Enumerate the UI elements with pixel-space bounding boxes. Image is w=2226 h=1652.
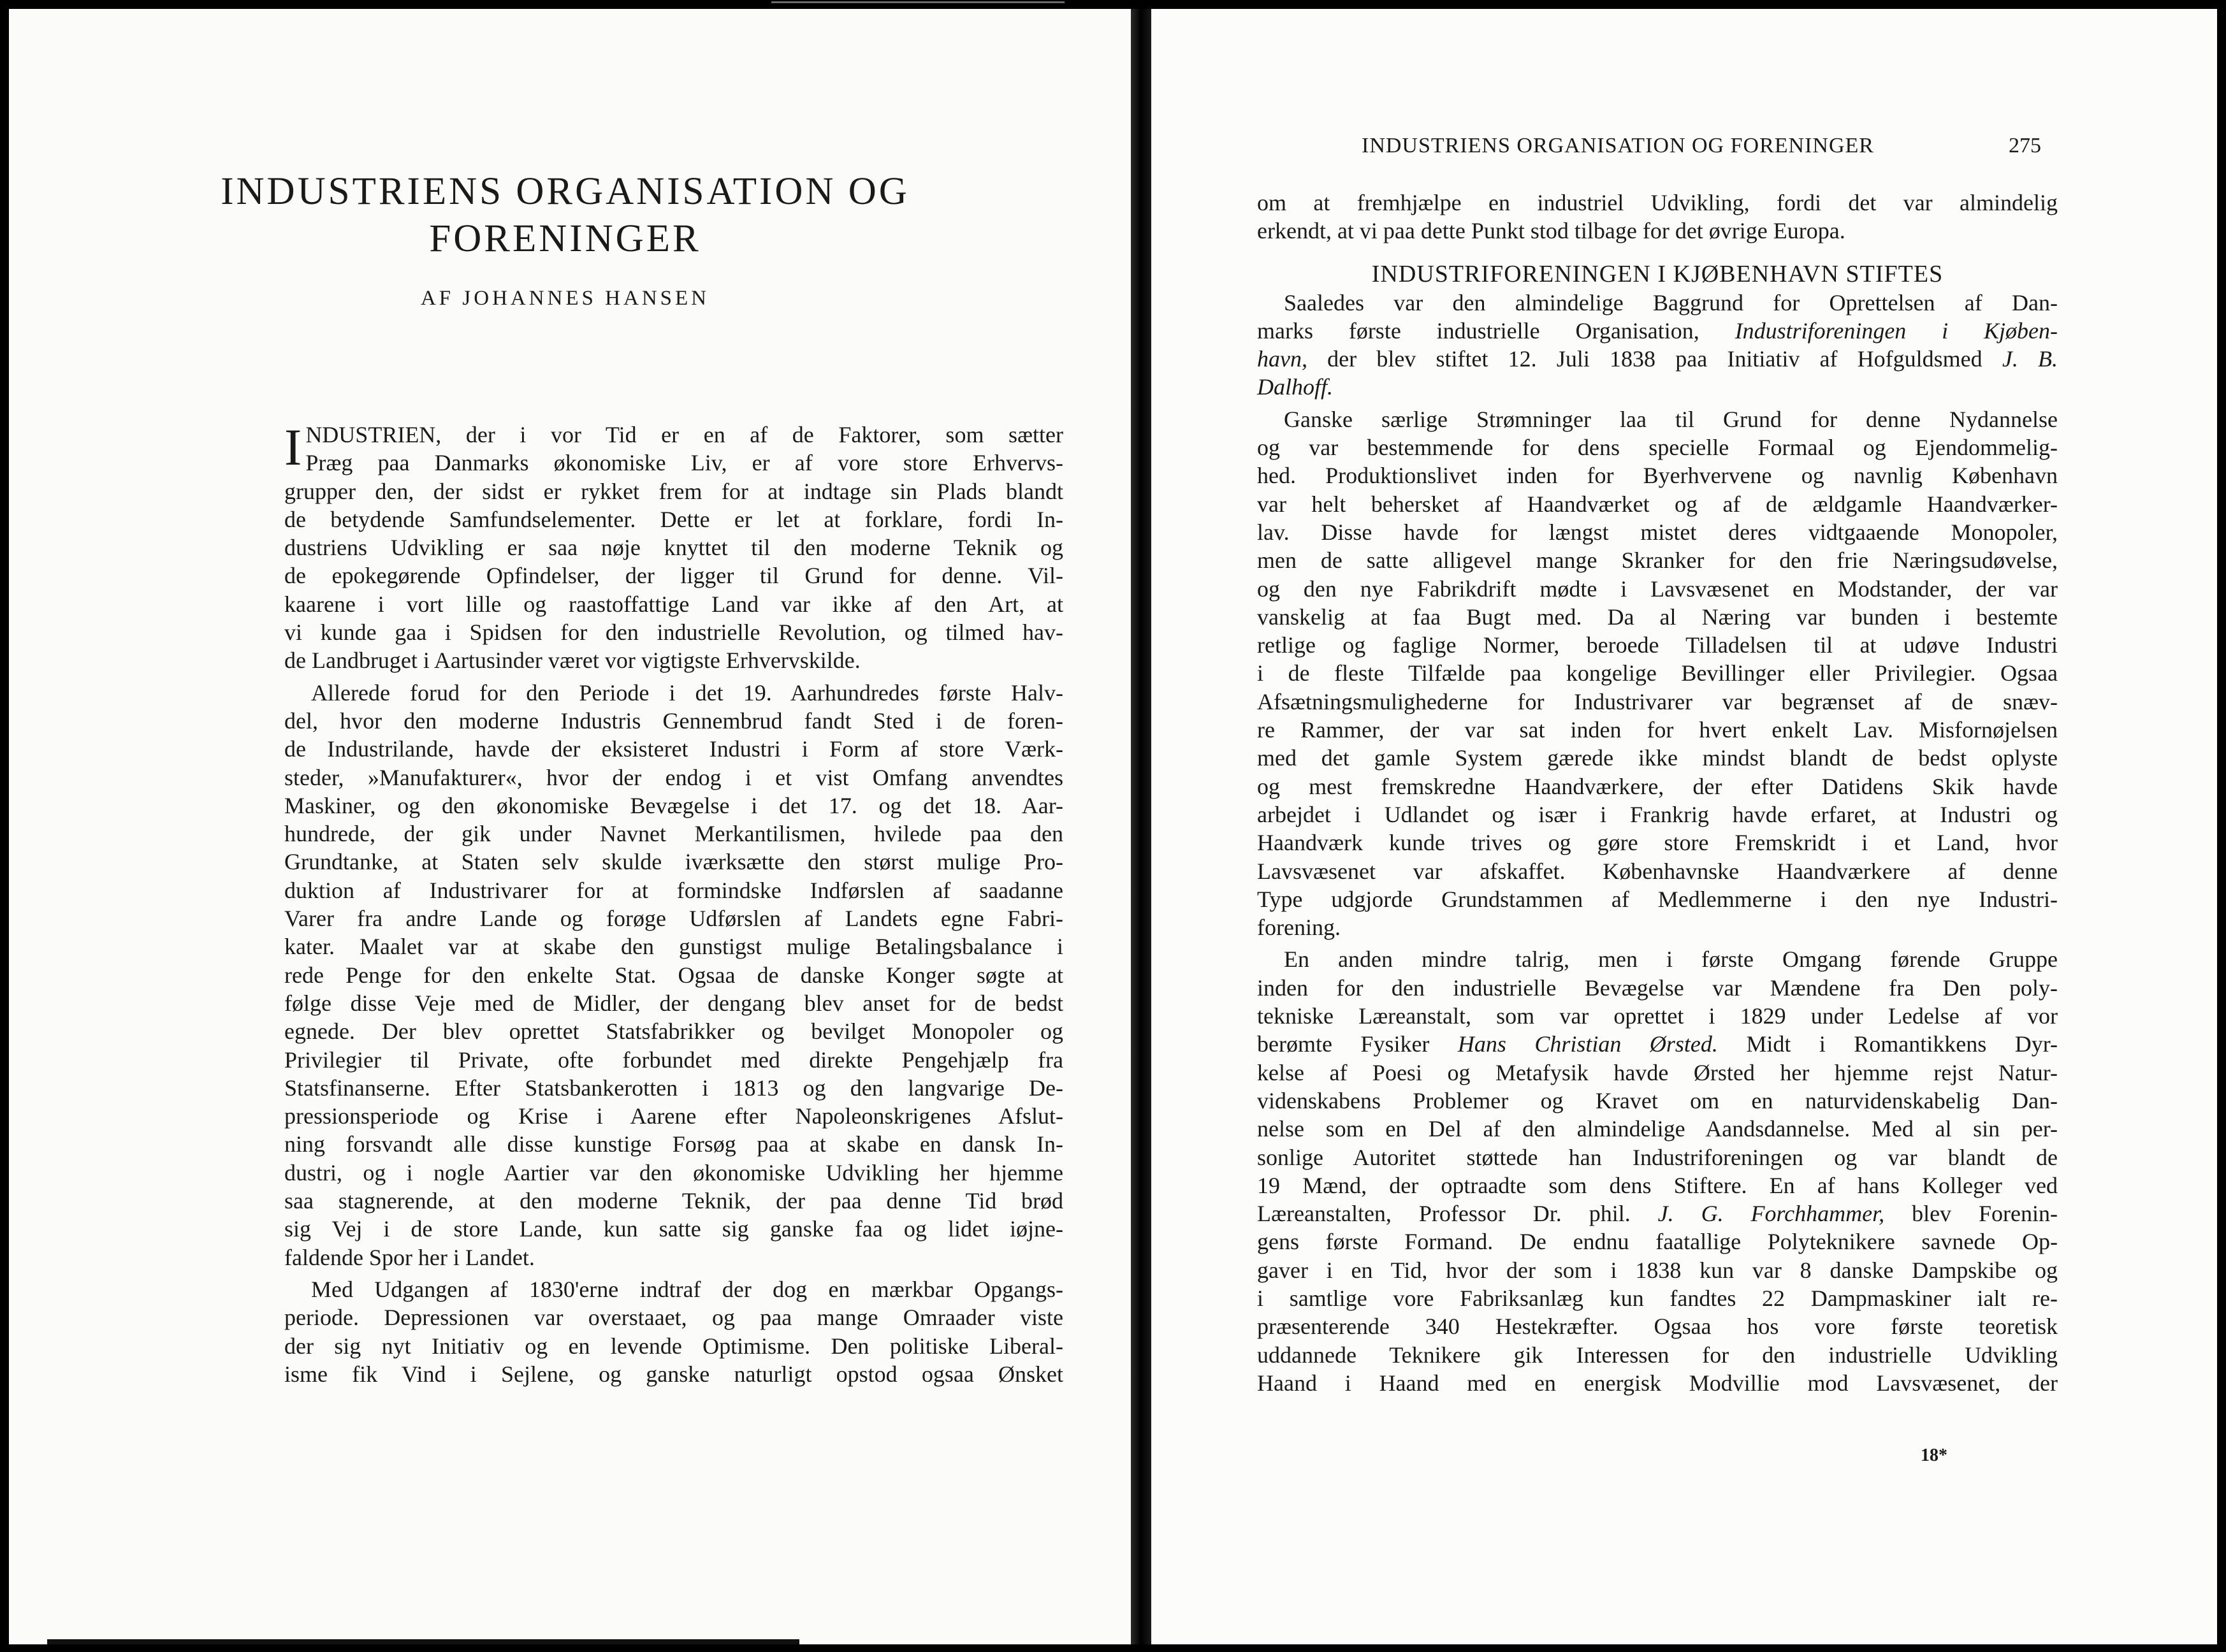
- text-line: Type udgjorde Grundstammen af Medlemmerne i den nye Industri-: [1257, 886, 2058, 912]
- text-line: de Landbruget i Aartusinder været vor vigtigste Erhvervskilde.: [284, 648, 861, 674]
- text-line: del, hvor den moderne Industris Gennembrud fandt Sted i de foren-: [284, 707, 1063, 734]
- text-line: tekniske Læreanstalt, som var oprettet i 1829 under Ledelse af vor: [1257, 1003, 2058, 1029]
- text-line: der sig nyt Initiativ og en levende Optimisme. Den politiske Liberal-: [284, 1333, 1063, 1359]
- text-line: videnskabens Problemer og Kravet om en naturvidenskabelig Dan-: [1257, 1087, 2058, 1113]
- text-line: Lavsvæsenet var afskaffet. Københavnske Haandværkere af denne: [1257, 858, 2058, 884]
- text-line: i samtlige vore Fabriksanlæg kun fandtes 22 Dampmaskiner ialt re-: [1257, 1285, 2058, 1311]
- text-line: lav. Disse havde for længst mistet deres vidtgaaende Monopoler,: [1257, 519, 2058, 545]
- text-line: kaarene i vort lille og raastoffattige Land var ikke af den Art, at: [284, 591, 1063, 617]
- text-line: arbejdet i Udlandet og især i Frankrig havde erfaret, at Industri og: [1257, 801, 2058, 827]
- paragraph-2: [284, 679, 1063, 1272]
- right-page: [1151, 9, 2217, 1644]
- italic-run: Industriforeningen i Kjøben-: [1735, 317, 2058, 344]
- text-line: med det gamle System gærede ikke mindst blandt de bedst oplyste: [1257, 745, 2058, 771]
- text-line: [1257, 373, 2058, 401]
- text-line: grupper den, der sidst er rykket frem for at indtage sin Plads blandt: [284, 478, 1063, 504]
- signature-mark: 18*: [1921, 1446, 1947, 1465]
- text-line: de epokegørende Opfindelser, der ligger til Grund for denne. Vil-: [284, 563, 1063, 589]
- text-line: vanskelig at faa Bugt med. Da al Næring var bunden i bestemte: [1257, 604, 2058, 630]
- text-line: og den nye Fabrikdrift mødte i Lavsvæsenet en Modstander, der var: [1257, 576, 2058, 602]
- text-line: sonlige Autoritet støttede han Industriforeningen og var blandt de: [1257, 1144, 2058, 1170]
- text-line: ning forsvandt alle disse kunstige Forsøg paa at skabe en dansk In-: [284, 1131, 1063, 1157]
- text-line: de Industrilande, havde der eksisteret Industri i Form af store Værk-: [284, 736, 1063, 762]
- text-line: dustri, og i nogle Aartier var den økonomiske Udvikling her hjemme: [284, 1159, 1063, 1185]
- running-head: INDUSTRIENS ORGANISATION OG FORENINGER: [1362, 134, 1874, 157]
- text-line: gens første Formand. De endnu faatallige Polyteknikere savnede Op-: [1257, 1229, 2058, 1255]
- section-heading: INDUSTRIFORENINGEN I KJØBENHAVN STIFTES: [1371, 260, 1944, 287]
- text-run: der blev stiftet 12. Juli 1838 paa Initiativ af Hofguldsmed: [1307, 346, 2002, 372]
- text-run: blev Forenin-: [1884, 1201, 2058, 1227]
- right-body-text: [1257, 189, 2058, 1397]
- right-paragraph-1: [1257, 289, 2058, 402]
- text-line: præsenterende 340 Hestekræfter. Ogsaa hos vore første teoretisk: [1257, 1314, 2058, 1340]
- text-line: NDUSTRIEN, der i vor Tid er en af de Faktorer, som sætter: [305, 422, 1063, 447]
- text-line: vi kunde gaa i Spidsen for den industrielle Revolution, og tilmed hav-: [284, 620, 1063, 646]
- text-line: isme fik Vind i Sejlene, og ganske naturligt opstod ogsaa Ønsket: [284, 1361, 1063, 1387]
- text-line: uddannede Teknikere gik Interessen for den industrielle Udvikling: [1257, 1342, 2058, 1368]
- italic-run: Hans Christian Ørsted.: [1457, 1031, 1718, 1057]
- text-line: En anden mindre talrig, men i første Omgang førende Gruppe: [1284, 946, 2058, 973]
- text-line: og mest fremskredne Haandværkere, der efter Datidens Skik havde: [1257, 773, 2058, 799]
- right-paragraph-3: [1257, 945, 2058, 1397]
- article-title-line-2: FORENINGER: [429, 217, 701, 260]
- text-line: var helt behersket af Haandværket og af de ældgamle Haandværker-: [1257, 491, 2058, 517]
- text-line: Med Udgangen af 1830'erne indtraf der dog en mærkbar Opgangs-: [311, 1276, 1063, 1302]
- text-line: [1257, 1199, 2058, 1228]
- text-line: Haand i Haand med en energisk Modvillie mod Lavsvæsenet, der: [1257, 1370, 2058, 1396]
- left-body-text: [284, 418, 1063, 1388]
- text-line: Haandværk kunde trives og gøre store Fremskridt i et Land, hvor: [1257, 830, 2058, 856]
- text-line: Ganske særlige Strømninger laa til Grund for denne Nydannelse: [1284, 406, 2058, 432]
- text-line: i de fleste Tilfælde paa kongelige Bevillinger eller Privilegier. Ogsaa: [1257, 660, 2058, 686]
- right-paragraph-2: [1257, 405, 2058, 942]
- text-line: saa stagnerende, at den moderne Teknik, der paa denne Tid brød: [284, 1188, 1063, 1214]
- text-line: [1257, 345, 2058, 373]
- text-line: Statsfinanserne. Efter Statsbankerotten i 1813 og den langvarige De-: [284, 1075, 1063, 1101]
- text-line: re Rammer, der var sat inden for hvert enkelt Lav. Misfornøjelsen: [1257, 717, 2058, 743]
- text-line: erkendt, at vi paa dette Punkt stod tilbage for det øvrige Europa.: [1257, 218, 1845, 244]
- book-gutter: [1131, 9, 1151, 1644]
- text-line: men de satte alligevel mange Skranker for den frie Næringsudøvelse,: [1257, 547, 2058, 574]
- italic-run: Dalhoff.: [1257, 374, 1334, 400]
- author-byline: AF JOHANNES HANSEN: [420, 287, 710, 310]
- italic-run: havn,: [1257, 346, 1307, 372]
- text-line: følge disse Veje med de Midler, der dengang blev anset for de bedst: [284, 990, 1063, 1016]
- text-line: steder, »Manufakturer«, hvor der endog i et vist Omfang anvendtes: [284, 764, 1063, 790]
- article-title-line-1: INDUSTRIENS ORGANISATION OG: [221, 170, 910, 213]
- text-run: marks første industrielle Organisation,: [1257, 317, 1735, 344]
- text-line: [1257, 1030, 2058, 1058]
- text-run: berømte Fysiker: [1257, 1031, 1458, 1057]
- drop-cap: I: [284, 418, 302, 476]
- opening-paragraph: [1257, 189, 2058, 245]
- text-line: Allerede forud for den Periode i det 19. Aarhundredes første Halv-: [311, 679, 1063, 706]
- text-line: retlige og faglige Normer, beroede Tilladelsen til at udøve Industri: [1257, 632, 2058, 658]
- text-line: pressionsperiode og Krise i Aarene efter Napoleonskrigenes Afslut-: [284, 1103, 1063, 1129]
- text-line: nelse som en Del af den almindelige Aandsdannelse. Med al sin per-: [1257, 1116, 2058, 1142]
- text-line: Grundtanke, at Staten selv skulde iværksætte den størst mulige Pro-: [284, 849, 1063, 875]
- text-line: rede Penge for den enkelte Stat. Ogsaa de danske Konger søgte at: [284, 962, 1063, 988]
- text-run: Læreanstalten, Professor Dr. phil.: [1257, 1201, 1658, 1227]
- text-line: 19 Mænd, der optraadte som dens Stiftere. En af hans Kolleger ved: [1257, 1172, 2058, 1198]
- text-line: kater. Maalet var at skabe den gunstigst mulige Betalingsbalance i: [284, 934, 1063, 960]
- page-number: 275: [2009, 134, 2041, 157]
- text-line: Præg paa Danmarks økonomiske Liv, er af vore store Erhvervs-: [305, 450, 1063, 476]
- text-line: Maskiner, og den økonomiske Bevægelse i det 17. og det 18. Aar-: [284, 792, 1063, 818]
- italic-run: J. B.: [2002, 346, 2058, 372]
- text-line: egnede. Der blev oprettet Statsfabrikker og bevilget Monopoler og: [284, 1018, 1063, 1045]
- top-edge-rule: [771, 1, 1065, 3]
- text-line: sig Vej i de store Lande, kun satte sig ganske faa og lidet iøjne-: [284, 1216, 1063, 1242]
- text-line: Varer fra andre Lande og forøge Udførslen af Landets egne Fabri-: [284, 906, 1063, 932]
- bottom-edge-mark: [47, 1639, 799, 1644]
- text-line: Afsætningsmulighederne for Industrivarer var begrænset af de snæv-: [1257, 688, 2058, 714]
- text-line: om at fremhjælpe en industriel Udvikling, fordi det var almindelig: [1257, 190, 2058, 215]
- paragraph-3: [284, 1275, 1063, 1388]
- italic-run: J. G. Forchhammer,: [1657, 1201, 1885, 1227]
- text-line: hed. Produktionslivet inden for Byerhvervene og navnlig København: [1257, 463, 2058, 489]
- left-page: [9, 9, 1131, 1644]
- text-line: [1257, 317, 2058, 345]
- text-line: periode. Depressionen var overstaaet, og paa mange Omraader viste: [284, 1305, 1063, 1331]
- text-line: og var bestemmende for dens specielle Formaal og Ejendommelig-: [1257, 435, 2058, 461]
- text-line: duktion af Industrivarer for at formindske Indførslen af saadanne: [284, 877, 1063, 903]
- text-line: Privilegier til Private, ofte forbundet med direkte Pengehjælp fra: [284, 1047, 1063, 1073]
- text-line: forening.: [1257, 915, 1341, 941]
- text-line: faldende Spor her i Landet.: [284, 1244, 535, 1270]
- text-line: Saaledes var den almindelige Baggrund for Oprettelsen af Dan-: [1284, 289, 2058, 315]
- text-line: gaver i en Tid, hvor der som i 1838 kun var 8 danske Dampskibe og: [1257, 1257, 2058, 1283]
- text-run: Midt i Romantikkens Dyr-: [1717, 1031, 2058, 1057]
- paragraph-3-tail: [1257, 1228, 2058, 1397]
- text-line: inden for den industrielle Bevægelse var Mændene fra Den poly-: [1257, 975, 2058, 1001]
- paragraph-3-middle: [1257, 1059, 2058, 1199]
- paragraph-1: [284, 418, 1063, 675]
- text-line: dustriens Udvikling er saa nøje knyttet til den moderne Teknik og: [284, 535, 1063, 561]
- text-line: de betydende Samfundselementer. Dette er let at forklare, fordi In-: [284, 506, 1063, 532]
- paragraph-1-body: [284, 477, 1063, 675]
- text-line: kelse af Poesi og Metafysik havde Ørsted her hjemme rejst Natur-: [1257, 1059, 2058, 1085]
- text-line: hundrede, der gik under Navnet Merkantilismen, hvilede paa den: [284, 821, 1063, 847]
